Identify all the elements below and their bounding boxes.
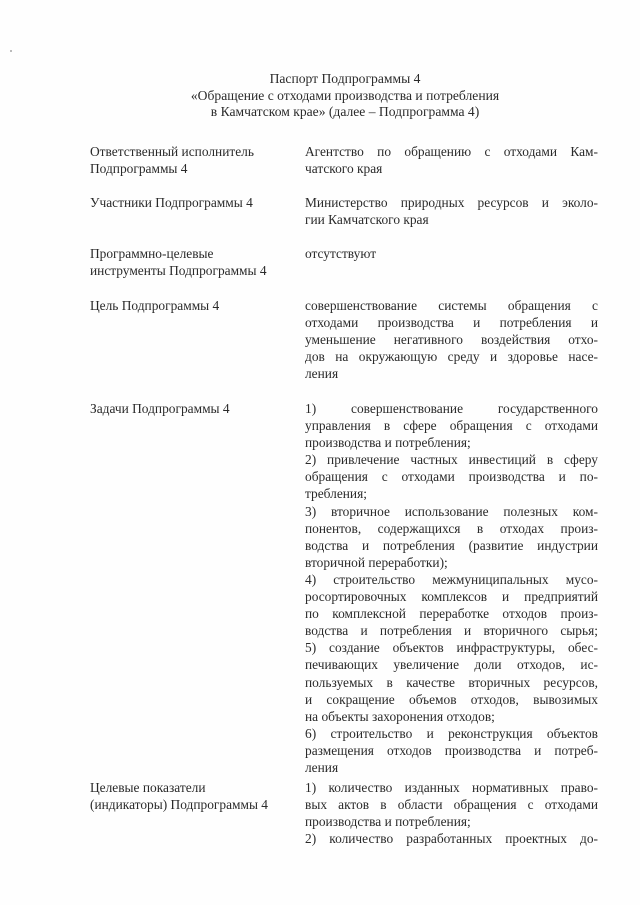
row-label: Участники Подпрограммы 4 xyxy=(90,195,253,210)
row-label: Целевые показатели (индикаторы) Подпрограммы 4 xyxy=(90,780,269,813)
row-value: отсутствуют xyxy=(305,246,377,261)
row-label: Цель Подпрограммы 4 xyxy=(90,298,220,313)
row-value: совершенствование системы обращения с отходами производства и потребления и уменьшение негативного воздействия отхо- дов на окружающую среду и здоровье насе- ления xyxy=(305,298,598,382)
row-label: Ответственный исполнитель Подпрограммы 4 xyxy=(90,144,254,177)
row-value: 1) совершенствование государственного управления в сфере обращения с отходами производства и потребления; 2) привлечение частных инвестиций в сферу обращения с отходами производства и по- требления; 3) вторичное использование полезных ком- понентов, содержащихся в отходах произ- водства и потребления (развитие индустрии вторичной переработки); 4) строительство межмуниципальных мусо- росортировочных комплексов и предприятий по комплексной переработке отходов произ- водства и потребления и вторичного сырья; 5) создание объектов инфраструктуры, обес- печивающих увеличение доли отходов, ис- пользуемых в качестве вторичных ресурсов, и сокращение объемов отходов, вывозимых на объекты захоронения отходов; 6) строительство и реконструкция объектов размещения отходов производства и потреб- ления xyxy=(305,401,598,775)
title-line-3: в Камчатском крае» (далее – Подпрограмма 4) xyxy=(210,104,480,119)
scan-speck xyxy=(10,50,12,52)
row-value: Агентство по обращению с отходами Кам- чатского края xyxy=(305,144,598,177)
title-line-1: Паспорт Подпрограммы 4 xyxy=(269,71,421,86)
row-label: Программно-целевые инструменты Подпрограммы 4 xyxy=(90,246,267,279)
row-value: Министерство природных ресурсов и эколо- гии Камчатского края xyxy=(305,195,598,228)
row-value: 1) количество изданных нормативных право- вых актов в области обращения с отходами производства и потребления; 2) количество разработанных проектных до- xyxy=(305,780,598,847)
row-label: Задачи Подпрограммы 4 xyxy=(90,401,230,416)
document-title xyxy=(90,71,600,121)
title-line-2: «Обращение с отходами производства и потребления xyxy=(190,87,500,103)
